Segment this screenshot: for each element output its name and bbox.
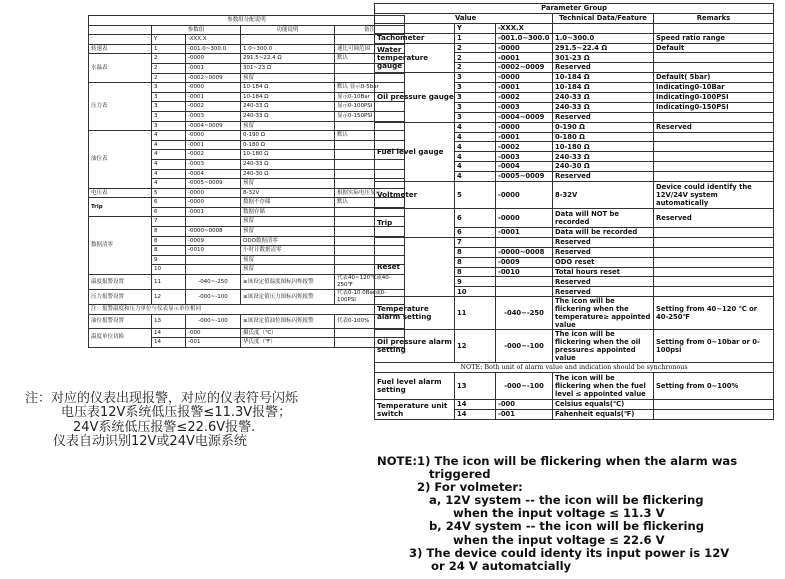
header-group: 参数组	[152, 25, 241, 35]
param-code	[496, 237, 553, 247]
subheader-x: -XXX.X	[496, 23, 553, 33]
param-remark: 根据实际电压显示	[335, 188, 405, 198]
table-row	[375, 122, 774, 132]
header-value: Value	[375, 13, 553, 23]
table-note-row	[89, 305, 405, 315]
param-function: 0-190 Ω	[241, 131, 335, 141]
table-row	[89, 314, 405, 328]
param-code: -0003	[186, 159, 241, 169]
param-remark: Reserved	[654, 209, 774, 228]
param-group: 11	[455, 297, 496, 330]
param-function: 10-180 Ω	[241, 150, 335, 160]
param-code: -001	[186, 338, 241, 348]
param-group: 2	[455, 53, 496, 63]
param-function: 预留	[241, 179, 335, 189]
param-name: Fuel level alarm setting	[375, 373, 455, 400]
param-name: 电压表	[89, 188, 152, 198]
param-code: -001.0~300.0	[186, 44, 241, 54]
param-remark	[654, 112, 774, 122]
param-code: -0005~0009	[186, 179, 241, 189]
param-group: 1	[455, 33, 496, 43]
param-code	[496, 277, 553, 287]
param-name: Oil pressure alarm setting	[375, 330, 455, 363]
param-group: 1	[152, 44, 186, 54]
param-tech: 0-190 Ω	[553, 122, 654, 132]
param-tech: Reserved	[553, 247, 654, 257]
param-group: 2	[152, 63, 186, 73]
param-function: 0-180 Ω	[241, 140, 335, 150]
param-code: -0010	[186, 246, 241, 256]
param-code: -0000	[186, 54, 241, 64]
param-group: 10	[152, 265, 186, 275]
param-tech: 8-32V	[553, 182, 654, 209]
param-group: 10	[455, 287, 496, 297]
param-code: -000~-100	[496, 330, 553, 363]
param-code: -0002	[186, 102, 241, 112]
param-code: -0003	[496, 102, 553, 112]
param-remark: 默认	[335, 198, 405, 208]
param-code: -0009	[496, 257, 553, 267]
param-tech: 240-33 Ω	[553, 93, 654, 103]
param-group: 8	[455, 247, 496, 257]
param-tech: 10-184 Ω	[553, 83, 654, 93]
param-tech: 10-180 Ω	[553, 142, 654, 152]
param-group: 14	[152, 338, 186, 348]
chinese-notes	[25, 392, 365, 450]
param-code: -0009	[186, 236, 241, 246]
param-code: -0001	[496, 83, 553, 93]
note-line: 电压表12V系统低压报警≤11.3V报警；	[61, 405, 292, 421]
param-remark	[654, 287, 774, 297]
param-tech: Reserved	[553, 277, 654, 287]
table-row	[89, 198, 405, 208]
param-code: -0001	[186, 63, 241, 73]
param-code: -000	[186, 328, 241, 338]
param-name: 油位表	[89, 131, 152, 189]
param-remark	[654, 257, 774, 267]
table-row	[375, 297, 774, 330]
param-remark: Reserved	[654, 122, 774, 132]
param-tech: Reserved	[553, 112, 654, 122]
param-tech: Reserved	[553, 287, 654, 297]
table-row	[89, 83, 405, 93]
param-remark	[654, 267, 774, 277]
param-code: -040~-250	[186, 275, 241, 290]
param-name: 压力报警设置	[89, 290, 152, 305]
param-remark: Default	[654, 43, 774, 53]
param-tech: The icon will be flickering when the fuel level ≤ appointed value	[553, 373, 654, 400]
param-tech: ODO reset	[553, 257, 654, 267]
table-subheader-row	[375, 23, 774, 33]
note-line: NOTE:1) The icon will be flickering when the alarm was	[377, 454, 738, 468]
table-row	[375, 73, 774, 83]
param-remark: Setting from 40~120 ℃ or 40-250℉	[654, 297, 774, 330]
chinese-parameter-table	[88, 15, 405, 348]
param-remark: Indicating0-10Bar	[654, 83, 774, 93]
param-name: Trip	[375, 209, 455, 238]
param-name: 压力表	[89, 83, 152, 131]
param-name: Oil pressure gauge	[375, 73, 455, 122]
param-group: 3	[455, 93, 496, 103]
param-group: 4	[152, 140, 186, 150]
param-tech: 301-23 Ω	[553, 53, 654, 63]
param-group: 9	[152, 255, 186, 265]
table-row	[89, 54, 405, 64]
param-code: -0000	[496, 182, 553, 209]
header-function: 功能说明	[241, 25, 335, 35]
param-group: 7	[455, 237, 496, 247]
param-group: 4	[455, 132, 496, 142]
param-tech: 240-33 Ω	[553, 152, 654, 162]
param-group: 4	[455, 152, 496, 162]
param-code: -0001	[496, 53, 553, 63]
param-code: -0000	[186, 198, 241, 208]
param-function: 预留	[241, 265, 335, 275]
param-remark: 默认 显示0-5bar	[335, 83, 405, 93]
param-remark	[654, 162, 774, 172]
english-parameter-table-panel	[374, 3, 773, 420]
param-code: -0002	[186, 150, 241, 160]
param-remark	[654, 63, 774, 73]
param-group: 2	[455, 63, 496, 73]
param-remark: 代表40~120℃或40-250℉	[335, 275, 405, 290]
param-group: 9	[455, 277, 496, 287]
param-code: -0001	[496, 132, 553, 142]
param-tech: Total hours reset	[553, 267, 654, 277]
param-function: 240-33 Ω	[241, 159, 335, 169]
param-group: 11	[152, 275, 186, 290]
note-line: a, 12V system -- the icon will be flickering	[429, 493, 704, 508]
param-name: Reset	[375, 237, 455, 296]
param-remark	[654, 228, 774, 238]
param-group: 8	[152, 246, 186, 256]
table-caption-row	[375, 4, 774, 14]
param-code: -0002~0009	[186, 73, 241, 83]
param-code: -0000	[186, 83, 241, 93]
param-group: 4	[455, 162, 496, 172]
param-group: 4	[152, 131, 186, 141]
table-row	[89, 217, 405, 227]
param-group: 2	[455, 43, 496, 53]
param-code: -0000	[186, 188, 241, 198]
param-code: -0002	[496, 142, 553, 152]
param-group: 8	[455, 257, 496, 267]
table-row	[375, 400, 774, 410]
param-name: Fuel level gauge	[375, 122, 455, 181]
param-function: ODO数据清零	[241, 236, 335, 246]
note-line: b, 24V system -- the icon will be flickering	[429, 519, 705, 534]
param-code: -040~-250	[496, 297, 553, 330]
param-remark: 速比可调范围	[335, 44, 405, 54]
param-group: 3	[152, 102, 186, 112]
param-group: 2	[152, 73, 186, 83]
param-group: 3	[152, 111, 186, 121]
param-group: 6	[152, 198, 186, 208]
header-remark: 备注	[335, 25, 405, 35]
param-name: Trip	[89, 198, 152, 217]
param-remark	[654, 53, 774, 63]
param-remark: 代表0-100%	[335, 314, 405, 328]
param-function: 8-32V	[241, 188, 335, 198]
param-function: 240-33 Ω	[241, 111, 335, 121]
table-row	[89, 275, 405, 290]
param-function: 291.5~22.4 Ω	[241, 54, 335, 64]
param-tech: The icon will be flickering when the oil pressure≤ appointed value	[553, 330, 654, 363]
param-remark: Indicating0-150PSI	[654, 102, 774, 112]
table-row	[375, 209, 774, 228]
table-row	[375, 182, 774, 209]
param-remark	[654, 132, 774, 142]
param-code: -0000	[496, 209, 553, 228]
param-group: 12	[152, 290, 186, 305]
param-function: 数据存储	[241, 207, 335, 217]
param-name: Voltmeter	[375, 182, 455, 209]
param-code: -0004~0009	[186, 121, 241, 131]
param-tech: 240-33 Ω	[553, 102, 654, 112]
param-code: -0005~0009	[496, 172, 553, 182]
param-tech: Reserved	[553, 63, 654, 73]
param-name: Temperature alarm setting	[375, 297, 455, 330]
english-parameter-table	[374, 3, 774, 420]
param-function: 小时计数据清零	[241, 246, 335, 256]
note-line: 3) The device could identy its input power is 12V	[409, 545, 730, 560]
param-function: 预留	[241, 217, 335, 227]
param-function: 1.0~300.0	[241, 44, 335, 54]
param-group: 3	[152, 83, 186, 93]
param-code: -0001	[186, 207, 241, 217]
param-tech: 240-30 Ω	[553, 162, 654, 172]
param-code: -0003	[496, 152, 553, 162]
param-tech: Celsius equals(℃)	[553, 400, 654, 410]
param-tech: The icon will be flickering when the temperature≥ appointed value	[553, 297, 654, 330]
table-row	[375, 237, 774, 247]
param-remark	[654, 142, 774, 152]
param-tech: Fahenheit equals(℉)	[553, 410, 654, 420]
param-group: 3	[455, 73, 496, 83]
param-function: 摄氏度（℃）	[241, 328, 335, 338]
param-name: 油位报警设置	[89, 314, 152, 328]
param-code: -000~-100	[496, 373, 553, 400]
param-tech: 0-180 Ω	[553, 132, 654, 142]
param-function: 240-33 Ω	[241, 102, 335, 112]
param-code: -001.0~300.0	[496, 33, 553, 43]
param-group: 7	[152, 217, 186, 227]
param-tech: 10-184 Ω	[553, 73, 654, 83]
table-row	[375, 330, 774, 363]
param-name: Tachometer	[375, 33, 455, 43]
note-line: 注：对应的仪表出现报警，对应的仪表符号闪烁	[25, 391, 299, 406]
param-group: 5	[152, 188, 186, 198]
alarm-unit-note: 注：报警温度和压力单位与仪表显示单位相同	[89, 305, 405, 315]
subheader-y: Y	[152, 35, 186, 45]
note-line: 24V系统低压报警≤22.6V报警.	[73, 419, 256, 435]
param-group: 6	[152, 207, 186, 217]
param-remark: 默认	[335, 54, 405, 64]
param-code: -0004	[496, 162, 553, 172]
param-remark	[654, 152, 774, 162]
param-name: Water temperature gauge	[375, 43, 455, 73]
param-name: 转速表	[89, 44, 152, 54]
param-tech: 291.5~22.4 Ω	[553, 43, 654, 53]
param-code: -001	[496, 410, 553, 420]
param-code: -0002	[496, 93, 553, 103]
param-group: 12	[455, 330, 496, 363]
param-remark	[654, 247, 774, 257]
param-remark: Indicating0-100PSI	[654, 93, 774, 103]
param-group: 4	[152, 179, 186, 189]
param-code: -0004~0009	[496, 112, 553, 122]
subheader-y: Y	[455, 23, 496, 33]
param-remark: Default( 5bar)	[654, 73, 774, 83]
header-remarks: Remarks	[654, 13, 774, 23]
table-row	[89, 328, 405, 338]
param-group: 6	[455, 228, 496, 238]
param-remark: Setting from 0~100%	[654, 373, 774, 400]
table-caption: Parameter Group	[375, 4, 774, 14]
alarm-unit-note: NOTE: Both unit of alarm value and indication should be synchronous	[375, 363, 774, 373]
note-line: triggered	[429, 467, 491, 482]
note-line: or 24 V automatcially	[431, 558, 572, 573]
note-line: when the input voltage ≤ 11.3 V	[453, 506, 665, 521]
param-group: 3	[455, 83, 496, 93]
table-note-row	[375, 363, 774, 373]
param-code: -0000	[496, 73, 553, 83]
param-group: 4	[152, 169, 186, 179]
param-group: 2	[152, 54, 186, 64]
param-code: -0001	[186, 140, 241, 150]
param-code: -0000~0008	[496, 247, 553, 257]
param-tech: 1.0~300.0	[553, 33, 654, 43]
param-function: 数据不存储	[241, 198, 335, 208]
param-function: 10-184 Ω	[241, 92, 335, 102]
param-code: -0000	[186, 131, 241, 141]
note-line: 2) For volmeter:	[417, 480, 523, 495]
param-remark	[654, 400, 774, 410]
param-group: 8	[455, 267, 496, 277]
param-tech: Reserved	[553, 172, 654, 182]
english-notes	[377, 455, 777, 573]
param-group: 3	[152, 121, 186, 131]
param-name: 水温表	[89, 54, 152, 83]
param-remark: Speed ratio range	[654, 33, 774, 43]
param-group: 4	[455, 172, 496, 182]
param-group: 4	[152, 150, 186, 160]
param-code	[186, 255, 241, 265]
param-code	[186, 217, 241, 227]
param-code: -0010	[496, 267, 553, 277]
param-remark: 默认	[335, 131, 405, 141]
param-code: -000~-100	[186, 314, 241, 328]
param-name: 温度报警设置	[89, 275, 152, 290]
param-tech: Reserved	[553, 237, 654, 247]
param-function: 预留	[241, 227, 335, 237]
table-row	[89, 131, 405, 141]
param-code	[186, 265, 241, 275]
param-function: 301~23 Ω	[241, 63, 335, 73]
param-code: -0004	[186, 169, 241, 179]
param-group: 13	[455, 373, 496, 400]
param-code: -000~-100	[186, 290, 241, 305]
table-header-row	[375, 13, 774, 23]
param-function: ≤该设定值油位图标闪烁报警	[241, 314, 335, 328]
param-code: -0001	[186, 92, 241, 102]
param-group: 4	[455, 122, 496, 132]
param-name: Temperature unit switch	[375, 400, 455, 420]
param-remark: 显示0-100PSI	[335, 102, 405, 112]
param-remark	[654, 237, 774, 247]
param-group: 3	[152, 92, 186, 102]
table-row	[375, 43, 774, 53]
note-line: 仪表自动识别12V或24V电源系统	[53, 434, 247, 450]
table-row	[375, 33, 774, 43]
param-group: 4	[455, 142, 496, 152]
table-caption: 参数组分配说明	[89, 16, 405, 26]
param-code: -0002~0009	[496, 63, 553, 73]
param-group: 8	[152, 236, 186, 246]
param-code: -0000	[496, 122, 553, 132]
param-code: -000	[496, 400, 553, 410]
note-line: when the input voltage ≤ 22.6 V	[453, 532, 665, 547]
param-name: 温度单位切换	[89, 328, 152, 347]
param-group: 8	[152, 227, 186, 237]
param-group: 14	[455, 410, 496, 420]
param-code	[496, 287, 553, 297]
param-name: 数据清零	[89, 217, 152, 275]
param-group: 6	[455, 209, 496, 228]
param-group: 3	[455, 112, 496, 122]
param-code: -0001	[496, 228, 553, 238]
param-function: 华氏度（℉）	[241, 338, 335, 348]
header-tech: Technical Data/Feature	[553, 13, 654, 23]
table-subheader-row	[89, 35, 405, 45]
param-remark	[654, 172, 774, 182]
param-remark: 代表0-10.0Bar或0-100PSI	[335, 290, 405, 305]
param-group: 14	[152, 328, 186, 338]
param-remark	[654, 410, 774, 420]
param-function: 240-30 Ω	[241, 169, 335, 179]
param-function: 预留	[241, 73, 335, 83]
table-row	[89, 44, 405, 54]
param-code: -0000~0008	[186, 227, 241, 237]
param-code: -0003	[186, 111, 241, 121]
param-tech: Data will NOT be recorded	[553, 209, 654, 228]
param-group: 3	[455, 102, 496, 112]
table-row	[89, 290, 405, 305]
param-function: 预留	[241, 121, 335, 131]
param-function: ≥该设定值温度图标闪烁报警	[241, 275, 335, 290]
table-row	[89, 188, 405, 198]
param-remark	[654, 277, 774, 287]
param-group: 4	[152, 159, 186, 169]
param-function: 预留	[241, 255, 335, 265]
param-group: 5	[455, 182, 496, 209]
table-caption-row	[89, 16, 405, 26]
param-function: 10-184 Ω	[241, 83, 335, 93]
table-row	[375, 373, 774, 400]
param-function: ≤该设定值压力图标闪烁报警	[241, 290, 335, 305]
param-remark: 显示0-10Bar	[335, 92, 405, 102]
table-header-row	[89, 25, 405, 35]
param-remark: Device could identify the 12V/24V system automatically	[654, 182, 774, 209]
param-tech: Data will be recorded	[553, 228, 654, 238]
param-remark: 显示0-150PSI	[335, 111, 405, 121]
param-group: 14	[455, 400, 496, 410]
subheader-x: -XXX.X	[186, 35, 241, 45]
param-code: -0000	[496, 43, 553, 53]
param-group: 13	[152, 314, 186, 328]
param-remark: Setting from 0~10bar or 0-100psi	[654, 330, 774, 363]
